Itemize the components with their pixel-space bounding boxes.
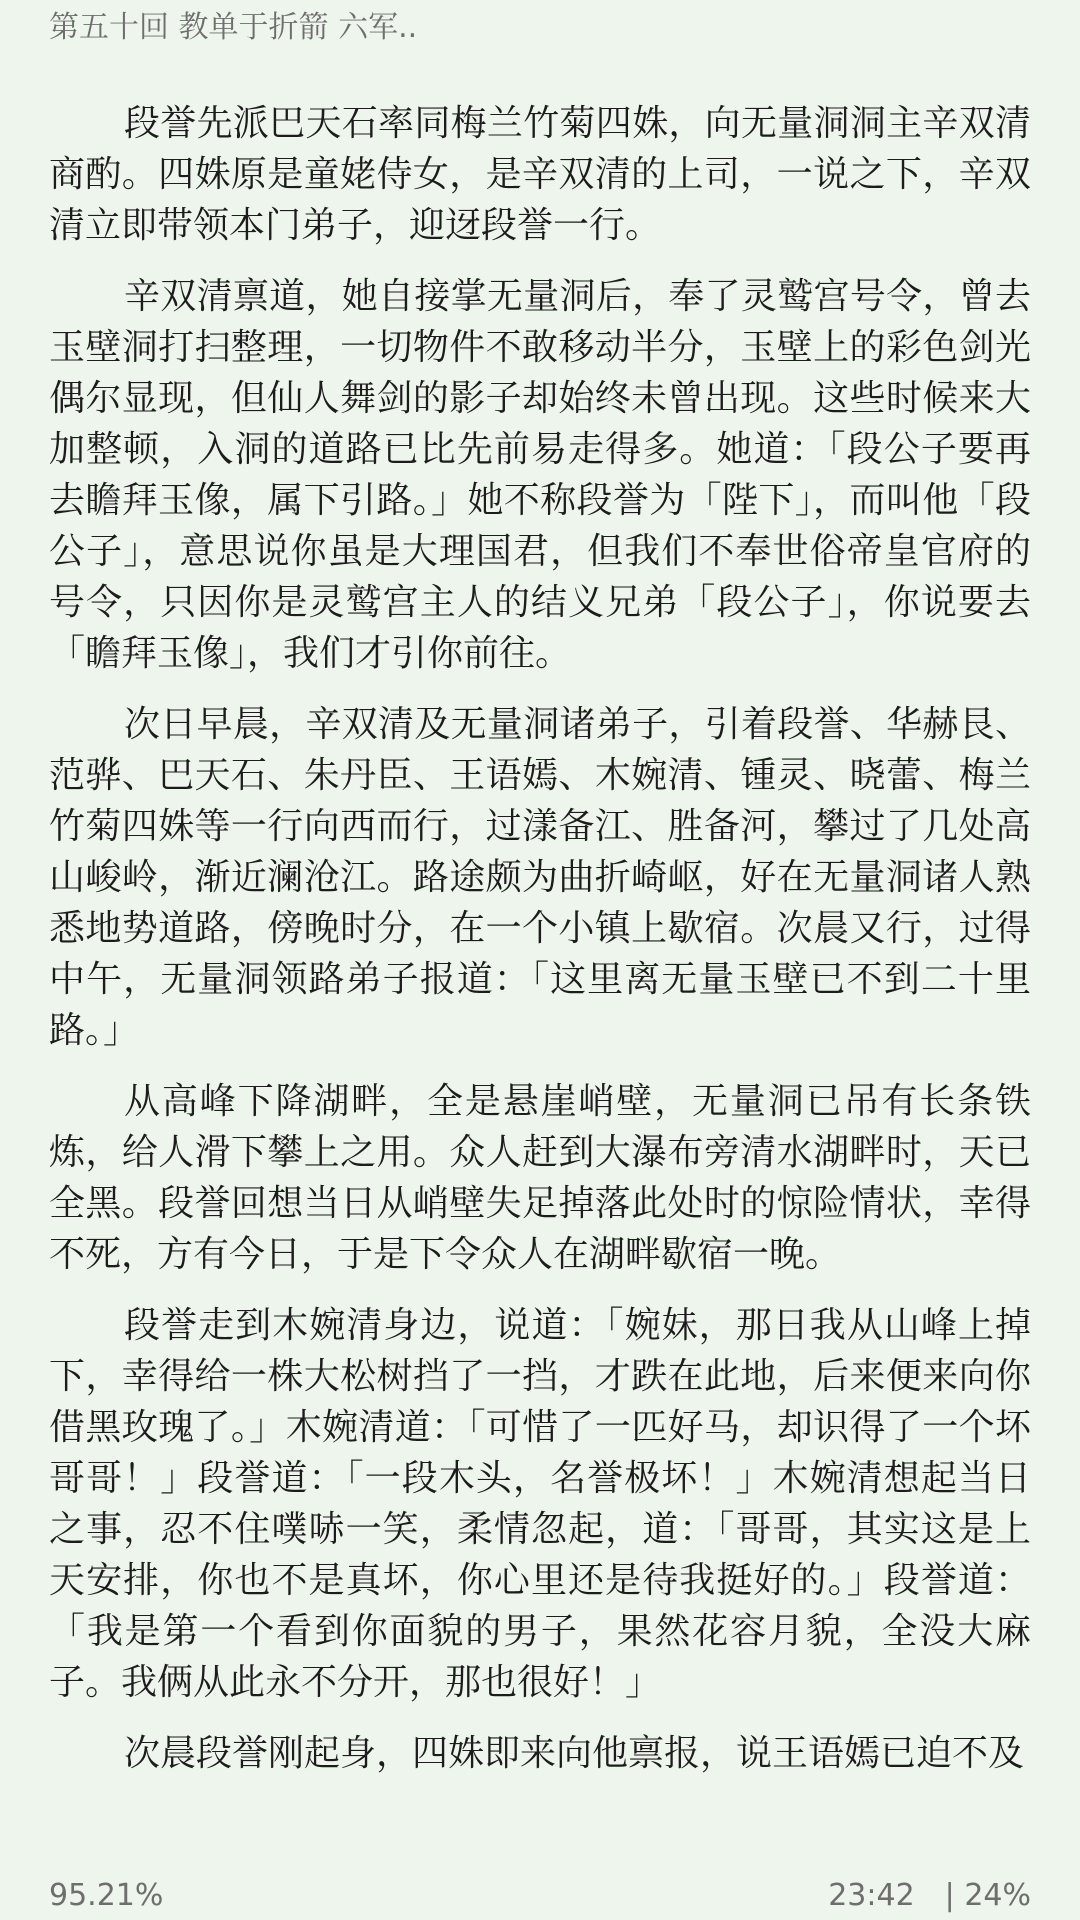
paragraph: 辛双清禀道，她自接掌无量洞后，奉了灵鹫宫号令，曾去玉壁洞打扫整理，一切物件不敢移动半分，玉壁上的彩色剑光偶尔显现，但仙人舞剑的影子却始终未曾出现。这些时候来大加整顿，入洞的道路已比先前易走得多。她道：「段公子要再去瞻拜玉像，属下引路。」她不称段誉为「陛下」，而叫他「段公子」，意思说你虽是大理国君，但我们不奉世俗帝皇官府的号令，只因你是灵鹫宫主人的结义兄弟「段公子」，你说要去「瞻拜玉像」，我们才引你前往。 bbox=[49, 276, 1031, 674]
paragraph: 从高峰下降湖畔，全是悬崖峭壁，无量洞已吊有长条铁炼，给人滑下攀上之用。众人赶到大瀑布旁清水湖畔时，天已全黑。段誉回想当日从峭壁失足掉落此处时的惊险情状，幸得不死，方有今日，于是下令众人在湖畔歇宿一晚。 bbox=[49, 1081, 1031, 1275]
clock-time: 23:42 bbox=[828, 1878, 915, 1913]
status-area bbox=[828, 1876, 1031, 1916]
reading-progress: 95.21% bbox=[49, 1878, 164, 1913]
paragraph: 段誉走到木婉清身边，说道：「婉妹，那日我从山峰上掉下，幸得给一株大松树挡了一挡，才跌在此地，后来便来向你借黑玫瑰了。」木婉清道：「可惜了一匹好马，却识得了一个坏哥哥！」段誉道：「一段木头，名誉极坏！」木婉清想起当日之事，忍不住噗哧一笑，柔情忽起，道：「哥哥，其实这是上天安排，你也不是真坏，你心里还是待我挺好的。」段誉道：「我是第一个看到你面貌的男子，果然花容月貌，全没大麻子。我俩从此永不分开，那也很好！」 bbox=[49, 1305, 1031, 1703]
paragraph: 次晨段誉刚起身，四姝即来向他禀报，说王语嫣已迫不及 bbox=[124, 1733, 1025, 1774]
battery-level: | 24% bbox=[944, 1878, 1031, 1913]
paragraph: 次日早晨，辛双清及无量洞诸弟子，引着段誉、华赫艮、范骅、巴天石、朱丹臣、王语嫣、木婉清、锺灵、晓蕾、梅兰竹菊四姝等一行向西而行，过漾备江、胜备河，攀过了几处高山峻岭，渐近澜沧江。路途颇为曲折崎岖，好在无量洞诸人熟悉地势道路，傍晚时分，在一个小镇上歇宿。次晨又行，过得中午，无量洞领路弟子报道：「这里离无量玉壁已不到二十里路。」 bbox=[49, 704, 1031, 1051]
chapter-title: 第五十回 教单于折箭 六军.. bbox=[49, 10, 418, 45]
paragraph: 段誉先派巴天石率同梅兰竹菊四姝，向无量洞洞主辛双清商酌。四姝原是童姥侍女，是辛双清的上司，一说之下，辛双清立即带领本门弟子，迎迓段誉一行。 bbox=[49, 103, 1031, 246]
reading-content[interactable] bbox=[49, 98, 1031, 1799]
